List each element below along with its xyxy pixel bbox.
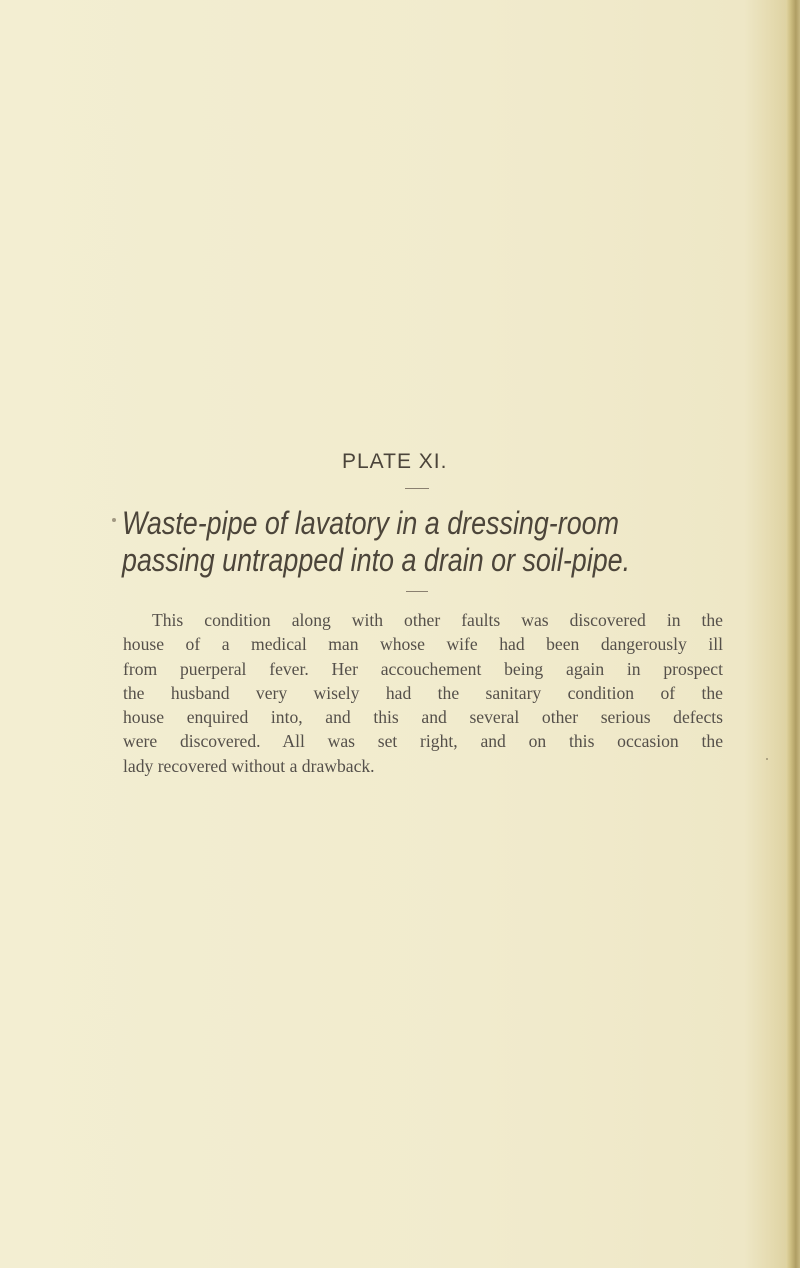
divider-bottom [406,591,428,592]
body-line: the husband very wisely had the sanitary condition of the [123,682,723,703]
body-line: lady recovered without a drawback. [123,755,375,776]
body-line: house of a medical man whose wife had been dangerously ill [123,634,723,655]
divider-top [405,488,429,489]
margin-mark [766,758,768,760]
caption-line-2: passing untrapped into a drain or soil-pipe. [122,542,631,578]
page-edge [786,0,800,1268]
body-paragraph [123,608,723,778]
body-line: from puerperal fever. Her accouchement being again in prospect [123,658,723,679]
body-line: This condition along with other faults was discovered in the [152,610,723,630]
body-line: house enquired into, and this and several other serious defects [123,707,723,728]
body-line: were discovered. All was set right, and on this occasion the [123,731,723,752]
margin-mark [112,518,116,522]
caption-line-1: Waste-pipe of lavatory in a dressing-room [122,505,620,541]
plate-title: PLATE XI. [342,450,448,473]
plate-caption [122,505,643,579]
